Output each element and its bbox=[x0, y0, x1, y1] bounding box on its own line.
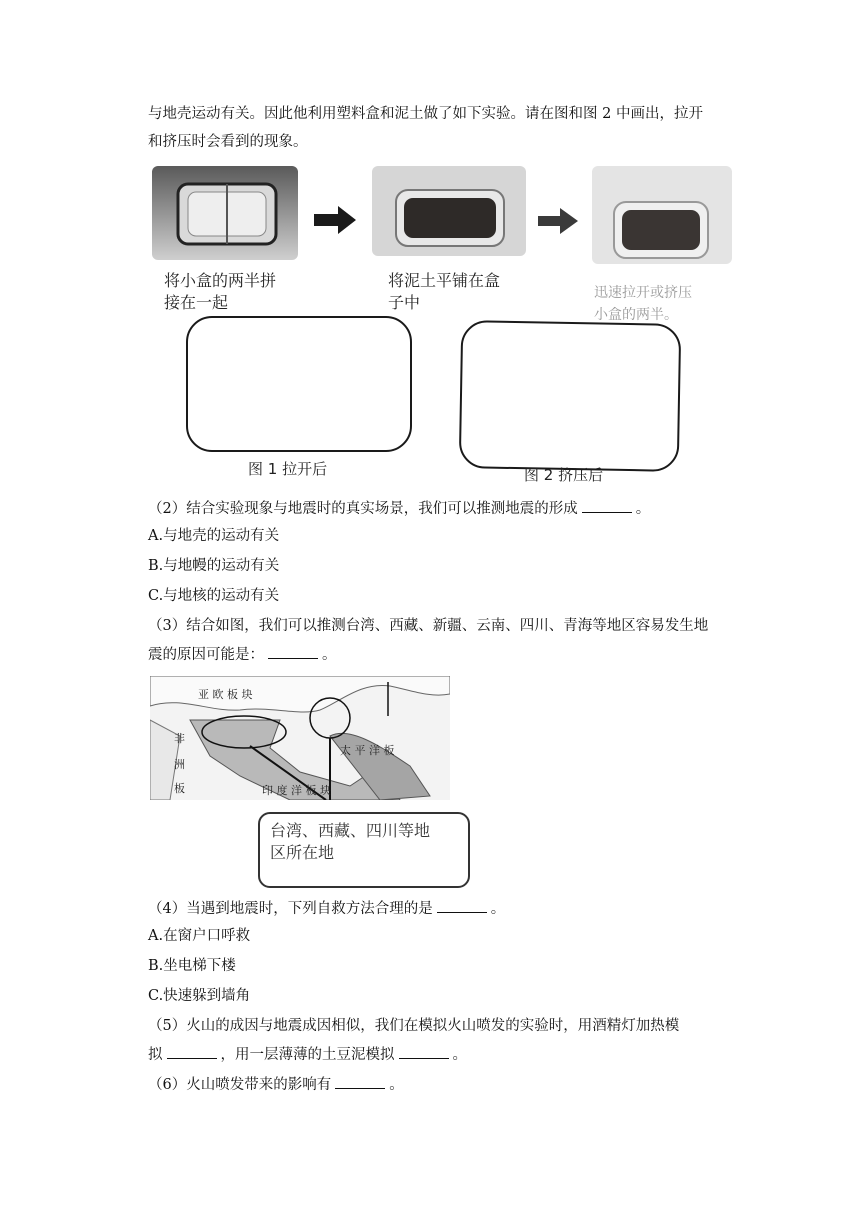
figure2-label: 图 2 挤压后 bbox=[524, 466, 604, 484]
answer-blank[interactable] bbox=[268, 644, 318, 659]
soil-box-image bbox=[372, 166, 526, 256]
figure2-draw-box[interactable] bbox=[459, 320, 682, 472]
q2-option-b: B.与地幔的运动有关 bbox=[148, 558, 280, 574]
step3-caption: 迅速拉开或挤压 小盒的两半。 bbox=[594, 285, 692, 323]
answer-blank[interactable] bbox=[335, 1074, 385, 1089]
map-label-eurasia: 亚 欧 板 块 bbox=[198, 688, 253, 701]
figure1-label: 图 1 拉开后 bbox=[248, 460, 328, 478]
intro-line-2: 和挤压时会看到的现象。 bbox=[148, 134, 308, 150]
map-label-africa-1: 非 bbox=[174, 732, 185, 745]
map-callout bbox=[258, 812, 470, 888]
answer-blank[interactable] bbox=[582, 498, 632, 513]
q5-line-1: （5）火山的成因与地震成因相似，我们在模拟火山喷发的实验时，用酒精灯加热模 bbox=[148, 1018, 680, 1034]
map-label-africa-3: 板 bbox=[174, 782, 185, 795]
box-halves-image bbox=[152, 166, 298, 260]
figure1-draw-box[interactable] bbox=[186, 316, 412, 452]
step1-photo bbox=[152, 166, 298, 260]
answer-blank[interactable] bbox=[399, 1044, 449, 1059]
step1-caption: 将小盒的两半拼 接在一起 bbox=[164, 271, 277, 312]
map-label-indian-ocean: 印 度 洋 板 块 bbox=[262, 784, 331, 797]
q2-stem: （2）结合实验现象与地震时的真实场景，我们可以推测地震的形成 。 bbox=[148, 498, 650, 519]
arrow-right-icon bbox=[538, 208, 578, 234]
callout-line-1: 台湾、西藏、四川等地 bbox=[270, 821, 431, 840]
answer-blank[interactable] bbox=[167, 1044, 217, 1059]
step3-photo bbox=[592, 166, 732, 264]
plate-map bbox=[150, 676, 450, 800]
q2-option-c: C.与地核的运动有关 bbox=[148, 588, 280, 604]
q6-stem: （6）火山喷发带来的影响有 。 bbox=[148, 1074, 404, 1095]
callout-line-2: 区所在地 bbox=[270, 843, 335, 862]
arrow-right-icon bbox=[314, 206, 356, 234]
intro-line-1: 与地壳运动有关。因此他利用塑料盒和泥土做了如下实验。请在图和图 2 中画出，拉开 bbox=[148, 106, 703, 122]
q3-line-1: （3）结合如图，我们可以推测台湾、西藏、新疆、云南、四川、青海等地区容易发生地 bbox=[148, 618, 709, 634]
map-label-africa-2: 洲 bbox=[174, 758, 185, 771]
step2-photo bbox=[372, 166, 526, 256]
map-label-pacific: 太 平 洋 板 bbox=[340, 744, 395, 757]
q4-option-b: B.坐电梯下楼 bbox=[148, 958, 236, 974]
q2-option-a: A.与地壳的运动有关 bbox=[148, 528, 280, 544]
soil-box-pressed-image bbox=[592, 166, 732, 264]
step2-caption: 将泥土平铺在盒 子中 bbox=[388, 271, 501, 312]
q5-line-2: 拟 ，用一层薄薄的土豆泥模拟 。 bbox=[148, 1044, 467, 1065]
answer-blank[interactable] bbox=[437, 898, 487, 913]
q4-stem: （4）当遇到地震时，下列自救方法合理的是 。 bbox=[148, 898, 505, 919]
q4-option-c: C.快速躲到墙角 bbox=[148, 988, 251, 1004]
q3-line-2: 震的原因可能是： 。 bbox=[148, 644, 337, 665]
q4-option-a: A.在窗户口呼救 bbox=[148, 928, 251, 944]
